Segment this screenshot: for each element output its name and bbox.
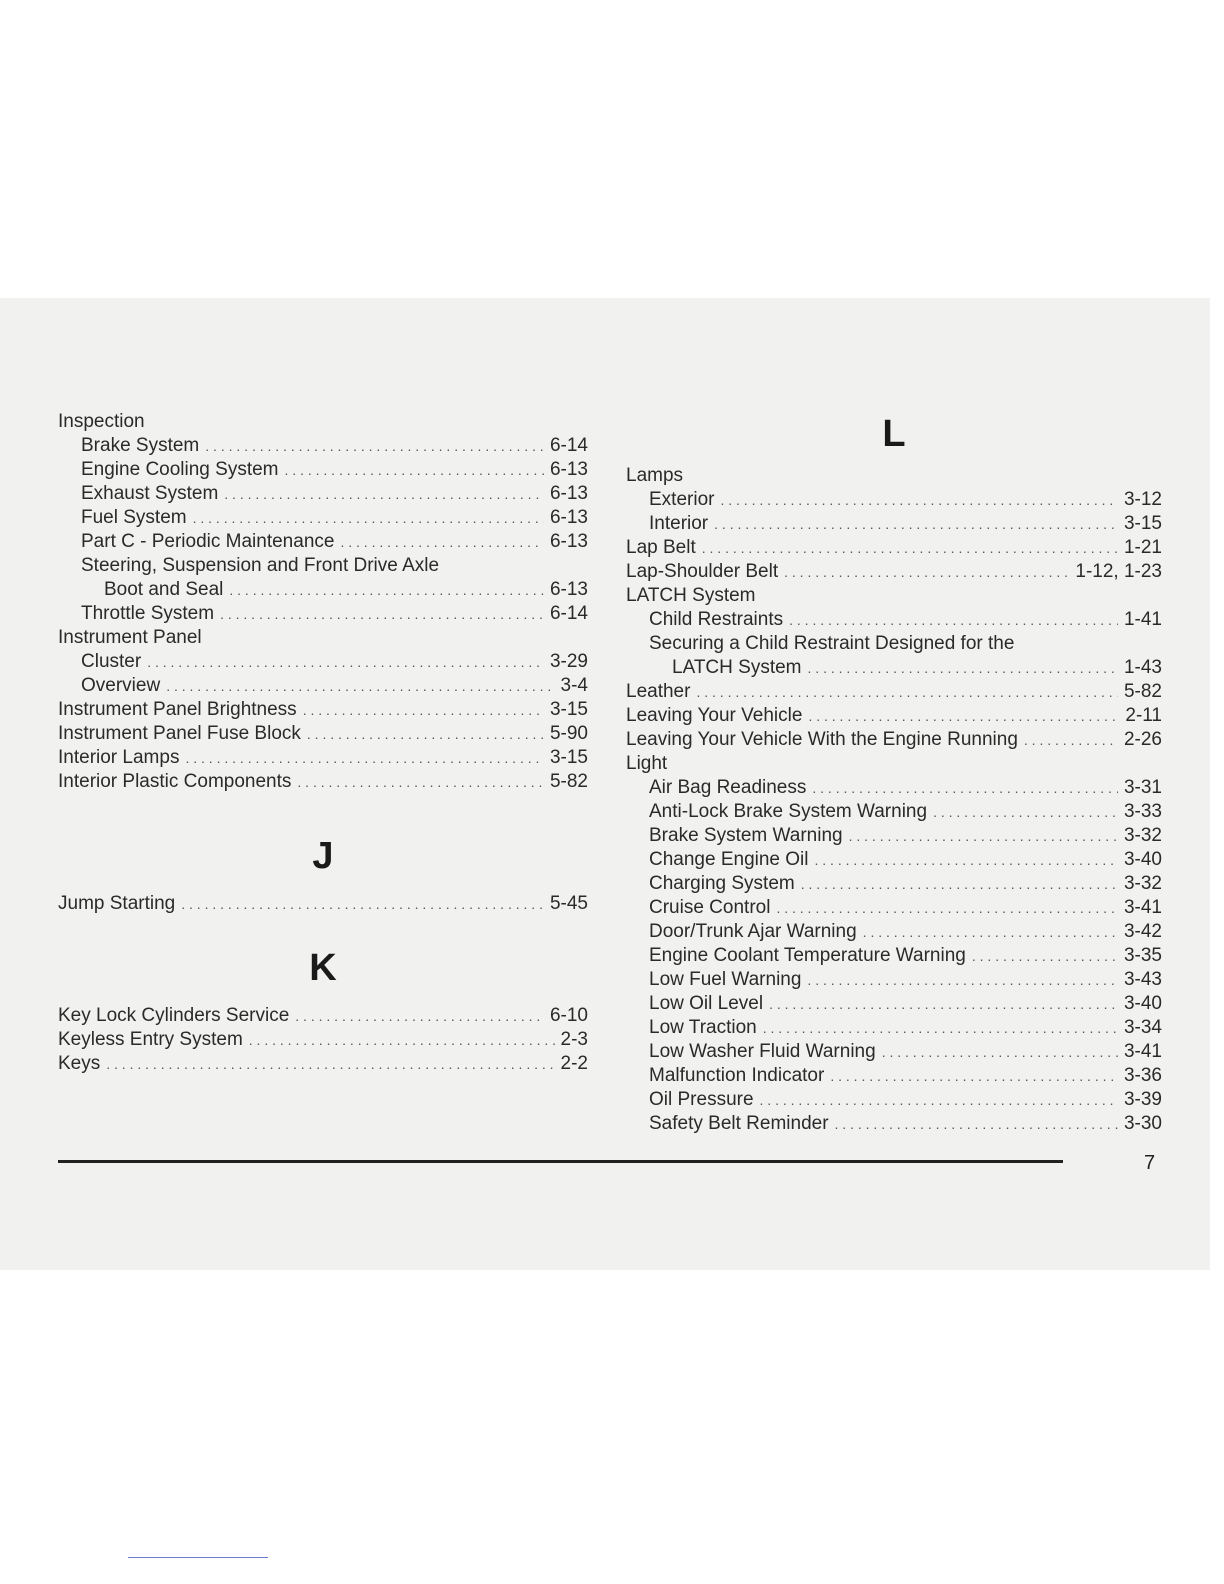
index-page [0, 298, 1210, 1270]
index-entry: Part C - Periodic Maintenance . . . 6-13 [58, 530, 588, 554]
index-entry: Cluster . . . 3-29 [58, 650, 588, 674]
index-entry: Safety Belt Reminder . . . 3-30 [626, 1112, 1162, 1136]
index-entry: Leaving Your Vehicle . . . 2-11 [626, 704, 1162, 728]
index-heading-inspection: Inspection [58, 411, 145, 432]
index-entry: Leather . . . 5-82 [626, 680, 1162, 704]
index-entry: Overview . . . 3-4 [58, 674, 588, 698]
right-column [626, 408, 1162, 1136]
left-column [58, 410, 588, 1076]
index-entry: Charging System . . . 3-32 [626, 872, 1162, 896]
index-entry: Instrument Panel Fuse Block . . . 5-90 [58, 722, 588, 746]
index-entry: Keyless Entry System . . . 2-3 [58, 1028, 588, 1052]
index-entry-wrapped: Securing a Child Restraint Designed for the [649, 633, 1015, 654]
index-entry: Leaving Your Vehicle With the Engine Running . . . 2-26 [626, 728, 1162, 752]
index-entry: Lap Belt . . . 1-21 [626, 536, 1162, 560]
divider [128, 1557, 268, 1558]
index-entry: Malfunction Indicator . . . 3-36 [626, 1064, 1162, 1088]
index-entry: Jump Starting . . . 5-45 [58, 892, 588, 916]
index-entry: Instrument Panel Brightness . . . 3-15 [58, 698, 588, 722]
index-heading-instrument-panel: Instrument Panel [58, 627, 202, 648]
index-entry: LATCH System . . . 1-43 [626, 656, 1162, 680]
index-entry: Cruise Control . . . 3-41 [626, 896, 1162, 920]
section-letter-k: K [309, 947, 337, 989]
index-entry: Key Lock Cylinders Service . . . 6-10 [58, 1004, 588, 1028]
index-entry: Brake System . . . 6-14 [58, 434, 588, 458]
index-entry: Interior . . . 3-15 [626, 512, 1162, 536]
index-heading-latch: LATCH System [626, 585, 756, 606]
index-entry: Anti-Lock Brake System Warning . . . 3-33 [626, 800, 1162, 824]
index-entry: Low Fuel Warning . . . 3-43 [626, 968, 1162, 992]
index-entry: Door/Trunk Ajar Warning . . . 3-42 [626, 920, 1162, 944]
index-entry: Air Bag Readiness . . . 3-31 [626, 776, 1162, 800]
index-entry: Fuel System . . . 6-13 [58, 506, 588, 530]
index-heading-lamps: Lamps [626, 465, 684, 486]
index-entry-wrapped: Steering, Suspension and Front Drive Axle [81, 555, 440, 576]
index-heading-light: Light [626, 753, 668, 774]
index-entry: Engine Cooling System . . . 6-13 [58, 458, 588, 482]
index-entry: Boot and Seal . . . 6-13 [58, 578, 588, 602]
index-entry: Low Oil Level . . . 3-40 [626, 992, 1162, 1016]
index-entry: Interior Plastic Components . . . 5-82 [58, 770, 588, 794]
page-number: 7 [1144, 1152, 1156, 1174]
index-entry: Exterior . . . 3-12 [626, 488, 1162, 512]
index-entry: Change Engine Oil . . . 3-40 [626, 848, 1162, 872]
section-letter-j: J [312, 835, 334, 877]
index-entry: Engine Coolant Temperature Warning . . . 3-35 [626, 944, 1162, 968]
index-entry: Child Restraints . . . 1-41 [626, 608, 1162, 632]
index-entry: Low Washer Fluid Warning . . . 3-41 [626, 1040, 1162, 1064]
index-entry: Low Traction . . . 3-34 [626, 1016, 1162, 1040]
index-entry: Exhaust System . . . 6-13 [58, 482, 588, 506]
index-entry: Oil Pressure . . . 3-39 [626, 1088, 1162, 1112]
index-entry: Brake System Warning . . . 3-32 [626, 824, 1162, 848]
section-letter-l: L [882, 413, 906, 455]
index-entry: Interior Lamps . . . 3-15 [58, 746, 588, 770]
index-entry: Throttle System . . . 6-14 [58, 602, 588, 626]
index-entry: Lap-Shoulder Belt . . . 1-12, 1-23 [626, 560, 1162, 584]
index-entry: Keys . . . 2-2 [58, 1052, 588, 1076]
footer-rule [58, 1160, 1063, 1163]
